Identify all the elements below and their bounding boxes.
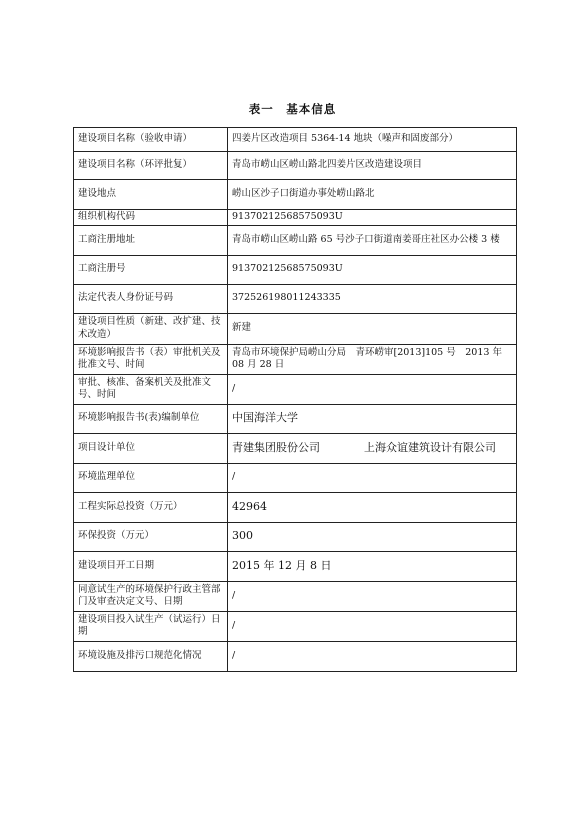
row-label: 建设项目投入试生产（试运行）日期 <box>74 611 228 641</box>
table-row <box>74 180 517 210</box>
table-row <box>74 152 517 180</box>
row-value: 300 <box>228 522 517 551</box>
basic-info-table <box>73 127 517 672</box>
row-value: 青岛市环境保护局崂山分局 青环崂审[2013]105 号 2013 年 08 月 28 日 <box>228 344 517 374</box>
row-value: 崂山区沙子口街道办事处崂山路北 <box>228 180 517 210</box>
row-value: 青岛市崂山区崂山路 65 号沙子口街道南姜哥庄社区办公楼 3 楼 <box>228 225 517 255</box>
row-label: 同意试生产的环境保护行政主管部门及审查决定文号、日期 <box>74 581 228 611</box>
row-label: 环境影响报告书(表)编制单位 <box>74 404 228 433</box>
row-value: 91370212568575093U <box>228 255 517 284</box>
row-value: 中国海洋大学 <box>228 404 517 433</box>
row-value: 新建 <box>228 313 517 344</box>
row-value: 2015 年 12 月 8 日 <box>228 551 517 581</box>
row-value: / <box>228 374 517 404</box>
row-label: 建设项目名称（环评批复） <box>74 152 228 180</box>
table-row <box>74 641 517 671</box>
row-label: 组织机构代码 <box>74 210 228 226</box>
table-row <box>74 492 517 522</box>
row-label: 建设项目性质（新建、改扩建、技术改造） <box>74 313 228 344</box>
row-value: 四姜片区改造项目 5364-14 地块（噪声和固废部分） <box>228 128 517 152</box>
table-row <box>74 404 517 433</box>
row-label: 环境设施及排污口规范化情况 <box>74 641 228 671</box>
row-value: / <box>228 611 517 641</box>
row-value: 372526198011243335 <box>228 284 517 313</box>
table-row <box>74 210 517 226</box>
row-label: 审批、核准、备案机关及批准文号、时间 <box>74 374 228 404</box>
row-value <box>228 433 517 463</box>
row-label: 建设地点 <box>74 180 228 210</box>
row-value: 91370212568575093U <box>228 210 517 226</box>
design-unit-2: 上海众谊建筑设计有限公司 <box>364 440 496 454</box>
row-label: 建设项目开工日期 <box>74 551 228 581</box>
row-label: 工商注册号 <box>74 255 228 284</box>
table-row <box>74 551 517 581</box>
row-value: / <box>228 463 517 492</box>
table-row <box>74 463 517 492</box>
table-row <box>74 128 517 152</box>
table-row <box>74 581 517 611</box>
row-label: 建设项目名称（验收申请） <box>74 128 228 152</box>
row-label: 环境影响报告书（表）审批机关及批准文号、时间 <box>74 344 228 374</box>
row-label: 环保投资（万元） <box>74 522 228 551</box>
table-row <box>74 344 517 374</box>
table-row <box>74 313 517 344</box>
table-row <box>74 611 517 641</box>
table-row <box>74 433 517 463</box>
row-label: 法定代表人身份证号码 <box>74 284 228 313</box>
row-label: 工程实际总投资（万元） <box>74 492 228 522</box>
row-label: 工商注册地址 <box>74 225 228 255</box>
table-row <box>74 284 517 313</box>
row-value: 42964 <box>228 492 517 522</box>
table-row <box>74 374 517 404</box>
row-value: 青岛市崂山区崂山路北四姜片区改造建设项目 <box>228 152 517 180</box>
row-value: / <box>228 581 517 611</box>
table-row <box>74 225 517 255</box>
row-value: / <box>228 641 517 671</box>
table-row <box>74 255 517 284</box>
row-label: 环境监理单位 <box>74 463 228 492</box>
design-unit-1: 青建集团股份公司 <box>232 440 320 454</box>
page-title: 表一 基本信息 <box>248 102 337 116</box>
table-row <box>74 522 517 551</box>
row-label: 项目设计单位 <box>74 433 228 463</box>
